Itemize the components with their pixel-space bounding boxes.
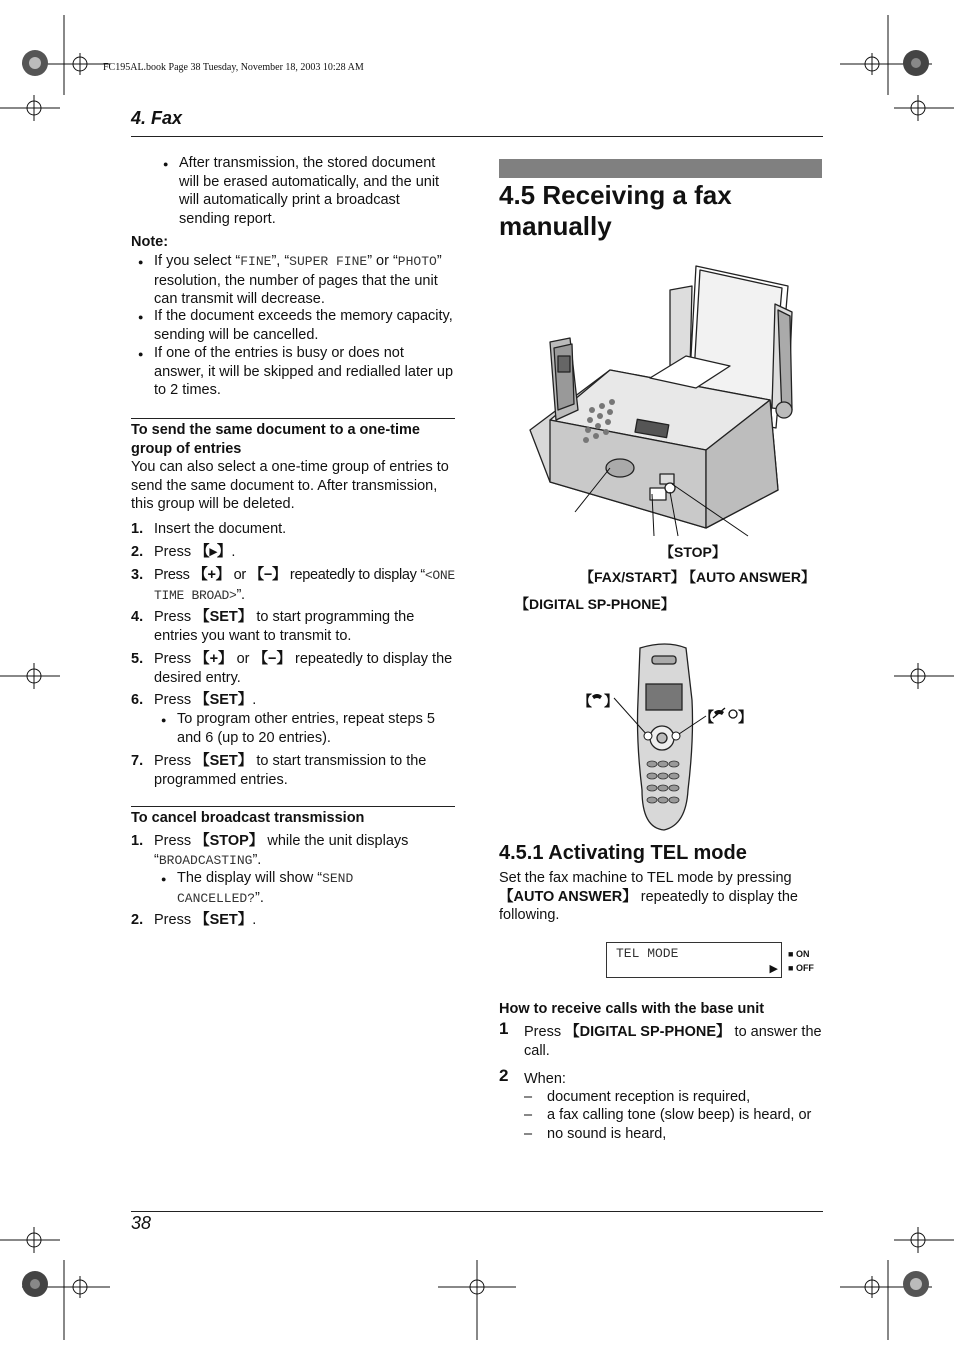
condition-item: – a fax calling tone (slow beep) is heard, or xyxy=(547,1106,827,1125)
step: 7. Press 【SET】 to start transmission to the programmed entries. xyxy=(131,753,427,788)
subsection-title: 4.5.1 Activating TEL mode xyxy=(499,842,747,864)
step: 2. Press 【SET】. xyxy=(131,912,257,928)
svg-text:】: 】 xyxy=(604,693,618,709)
print-header: FC195AL.book Page 38 Tuesday, November 18, 2003 10:28 AM xyxy=(103,62,364,73)
on-indicator: ■ ON xyxy=(788,949,810,959)
note-item: ● If one of the entries is busy or does not answer, it will be skipped and redialled later up to 2 times. xyxy=(154,344,454,400)
digital-sp-phone-key-callout: 【DIGITAL SP-PHONE】 xyxy=(515,596,675,612)
section-rule xyxy=(131,806,455,807)
step: 1. Press 【STOP】 while the unit displays “BROADCASTING”. xyxy=(131,833,409,868)
cancel-section xyxy=(131,809,455,928)
tel-mode-intro: Set the fax machine to TEL mode by pressing 【AUTO ANSWER】 repeatedly to display the following. xyxy=(499,870,798,923)
base-step-1: 1 Press 【DIGITAL SP-PHONE】 to answer the call. xyxy=(499,1019,822,1059)
fax-start-key-callout: 【FAX/START】 xyxy=(580,569,685,585)
step: 1. Insert the document. xyxy=(131,521,287,537)
step-sub-bullet: ● To program other entries, repeat steps 5 and 6 (up to 20 entries). xyxy=(177,710,455,747)
chapter-title: 4. Fax xyxy=(131,108,183,128)
step: 4. Press 【SET】 to start programming the entries you want to transmit to. xyxy=(131,609,415,644)
auto-answer-key-callout: 【AUTO ANSWER】 xyxy=(682,569,815,585)
condition-item: – no sound is heard, xyxy=(547,1125,827,1144)
svg-text:】: 】 xyxy=(738,709,752,725)
base-step-2: 2 When: xyxy=(499,1066,566,1087)
right-key: 【▸】 xyxy=(195,544,232,560)
lcd-display xyxy=(606,942,782,978)
stop-key-callout: 【STOP】 xyxy=(660,544,726,560)
step-sub-bullet: ● The display will show “SEND CANCELLED?”. xyxy=(177,869,417,908)
off-indicator: ■ OFF xyxy=(788,963,814,973)
step: 3. Press 【+】 or 【−】 repeatedly to display “<ONE TIME BROAD>”. xyxy=(131,567,455,603)
intro-bullet: ● After transmission, the stored document will be erased automatically, and the unit will automatically print a broadcast sending report. xyxy=(179,154,453,228)
fax-machine-illustration xyxy=(520,260,810,540)
note-item: ● If the document exceeds the memory capacity, sending will be cancelled. xyxy=(154,307,454,344)
lcd-arrow-icon: ▶ xyxy=(769,963,778,975)
one-time-section xyxy=(131,421,455,788)
one-time-heading: To send the same document to a one-time group of entries xyxy=(131,422,420,457)
page-number: 38 xyxy=(131,1213,152,1233)
handset-illustration xyxy=(572,640,762,835)
step: 2. Press 【▸】. xyxy=(131,544,236,560)
off-power-key-icon xyxy=(700,708,752,725)
base-unit-heading: How to receive calls with the base unit xyxy=(499,1001,765,1017)
svg-text:【: 【 xyxy=(700,709,714,725)
section-bar xyxy=(499,159,822,178)
talk-key-icon xyxy=(578,693,618,709)
header-rule xyxy=(131,136,823,137)
one-time-intro: You can also select a one-time group of entries to send the same document to. After transmission, this group will be deleted. xyxy=(131,459,449,512)
svg-text:【: 【 xyxy=(578,693,592,709)
note-item: ● If you select “FINE”, “SUPER FINE” or “PHOTO” resolution, the number of pages that the unit can transmit will decrease. xyxy=(154,252,454,309)
condition-item: – document reception is required, xyxy=(547,1088,827,1107)
note-label: Note: xyxy=(131,234,169,250)
lcd-text: TEL MODE xyxy=(616,946,679,961)
step: 6. Press 【SET】. xyxy=(131,692,257,708)
section-rule xyxy=(131,418,455,419)
footer-rule xyxy=(131,1211,823,1212)
on-off-indicator xyxy=(788,947,814,975)
cancel-heading: To cancel broadcast transmission xyxy=(131,810,365,826)
step: 5. Press 【+】 or 【−】 repeatedly to display the desired entry. xyxy=(131,651,453,686)
section-title: 4.5 Receiving a fax manually xyxy=(499,180,732,241)
